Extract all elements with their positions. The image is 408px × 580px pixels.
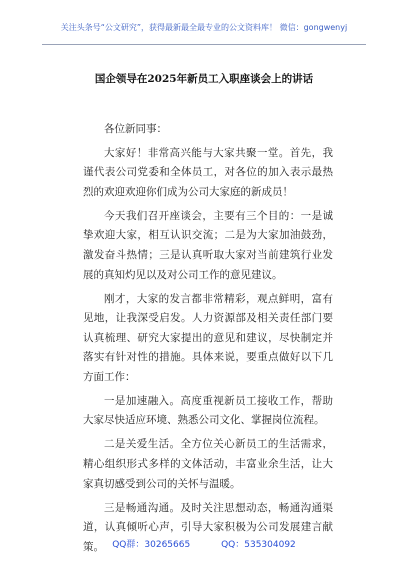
body-paragraph: 刚才，大家的发言都非常精彩，观点鲜明，富有见地，让我深受启发。人力资源部及相关责任部门要认真梳理、研究大家提出的意见和建议，尽快制定并落实有针对性的措施。具体来说，要重点做好以下几方面工作： xyxy=(83,292,333,383)
document-title: 国企领导在2025年新员工入职座谈会上的讲话 xyxy=(94,73,314,85)
body-paragraph: 大家好！非常高兴能与大家共聚一堂。首先，我谨代表公司党委和全体员工，对各位的加入表示最热烈的欢迎欢迎你们成为公司大家庭的新成员！ xyxy=(83,146,333,198)
footer-contacts xyxy=(0,537,408,550)
footer-qq-number: QQ：535304092 xyxy=(221,540,296,550)
body-paragraph: 二是关爱生活。全方位关心新员工的生活需求，精心组织形式多样的文体活动，丰富业余生活，让大家真切感受到公司的关怀与温暖。 xyxy=(83,438,333,490)
header-note: 关注头条号“公文研究”，获得最新最全最专业的公文资料库！ 微信：gongwenyj xyxy=(60,23,348,32)
body-paragraph: 三是畅通沟通。及时关注思想动态，畅通沟通渠道，认真倾听心声，引导大家积极为公司发展建言献策。 xyxy=(83,501,333,553)
salutation: 各位新同事： xyxy=(104,123,167,135)
document-body xyxy=(83,120,333,562)
body-paragraph: 今天我们召开座谈会，主要有三个目的：一是诚挚欢迎大家，相互认识交流；二是为大家加油鼓劲，激发奋斗热情；三是认真听取大家对当前建筑行业发展的真知灼见以及对公司工作的意见建议。 xyxy=(83,209,333,281)
header-divider xyxy=(42,44,366,45)
body-paragraph: 一是加速融入。高度重视新员工接收工作，帮助大家尽快适应环境、熟悉公司文化、掌握岗位流程。 xyxy=(83,394,333,427)
footer-qq-group: QQ群：30265665 xyxy=(112,540,191,550)
